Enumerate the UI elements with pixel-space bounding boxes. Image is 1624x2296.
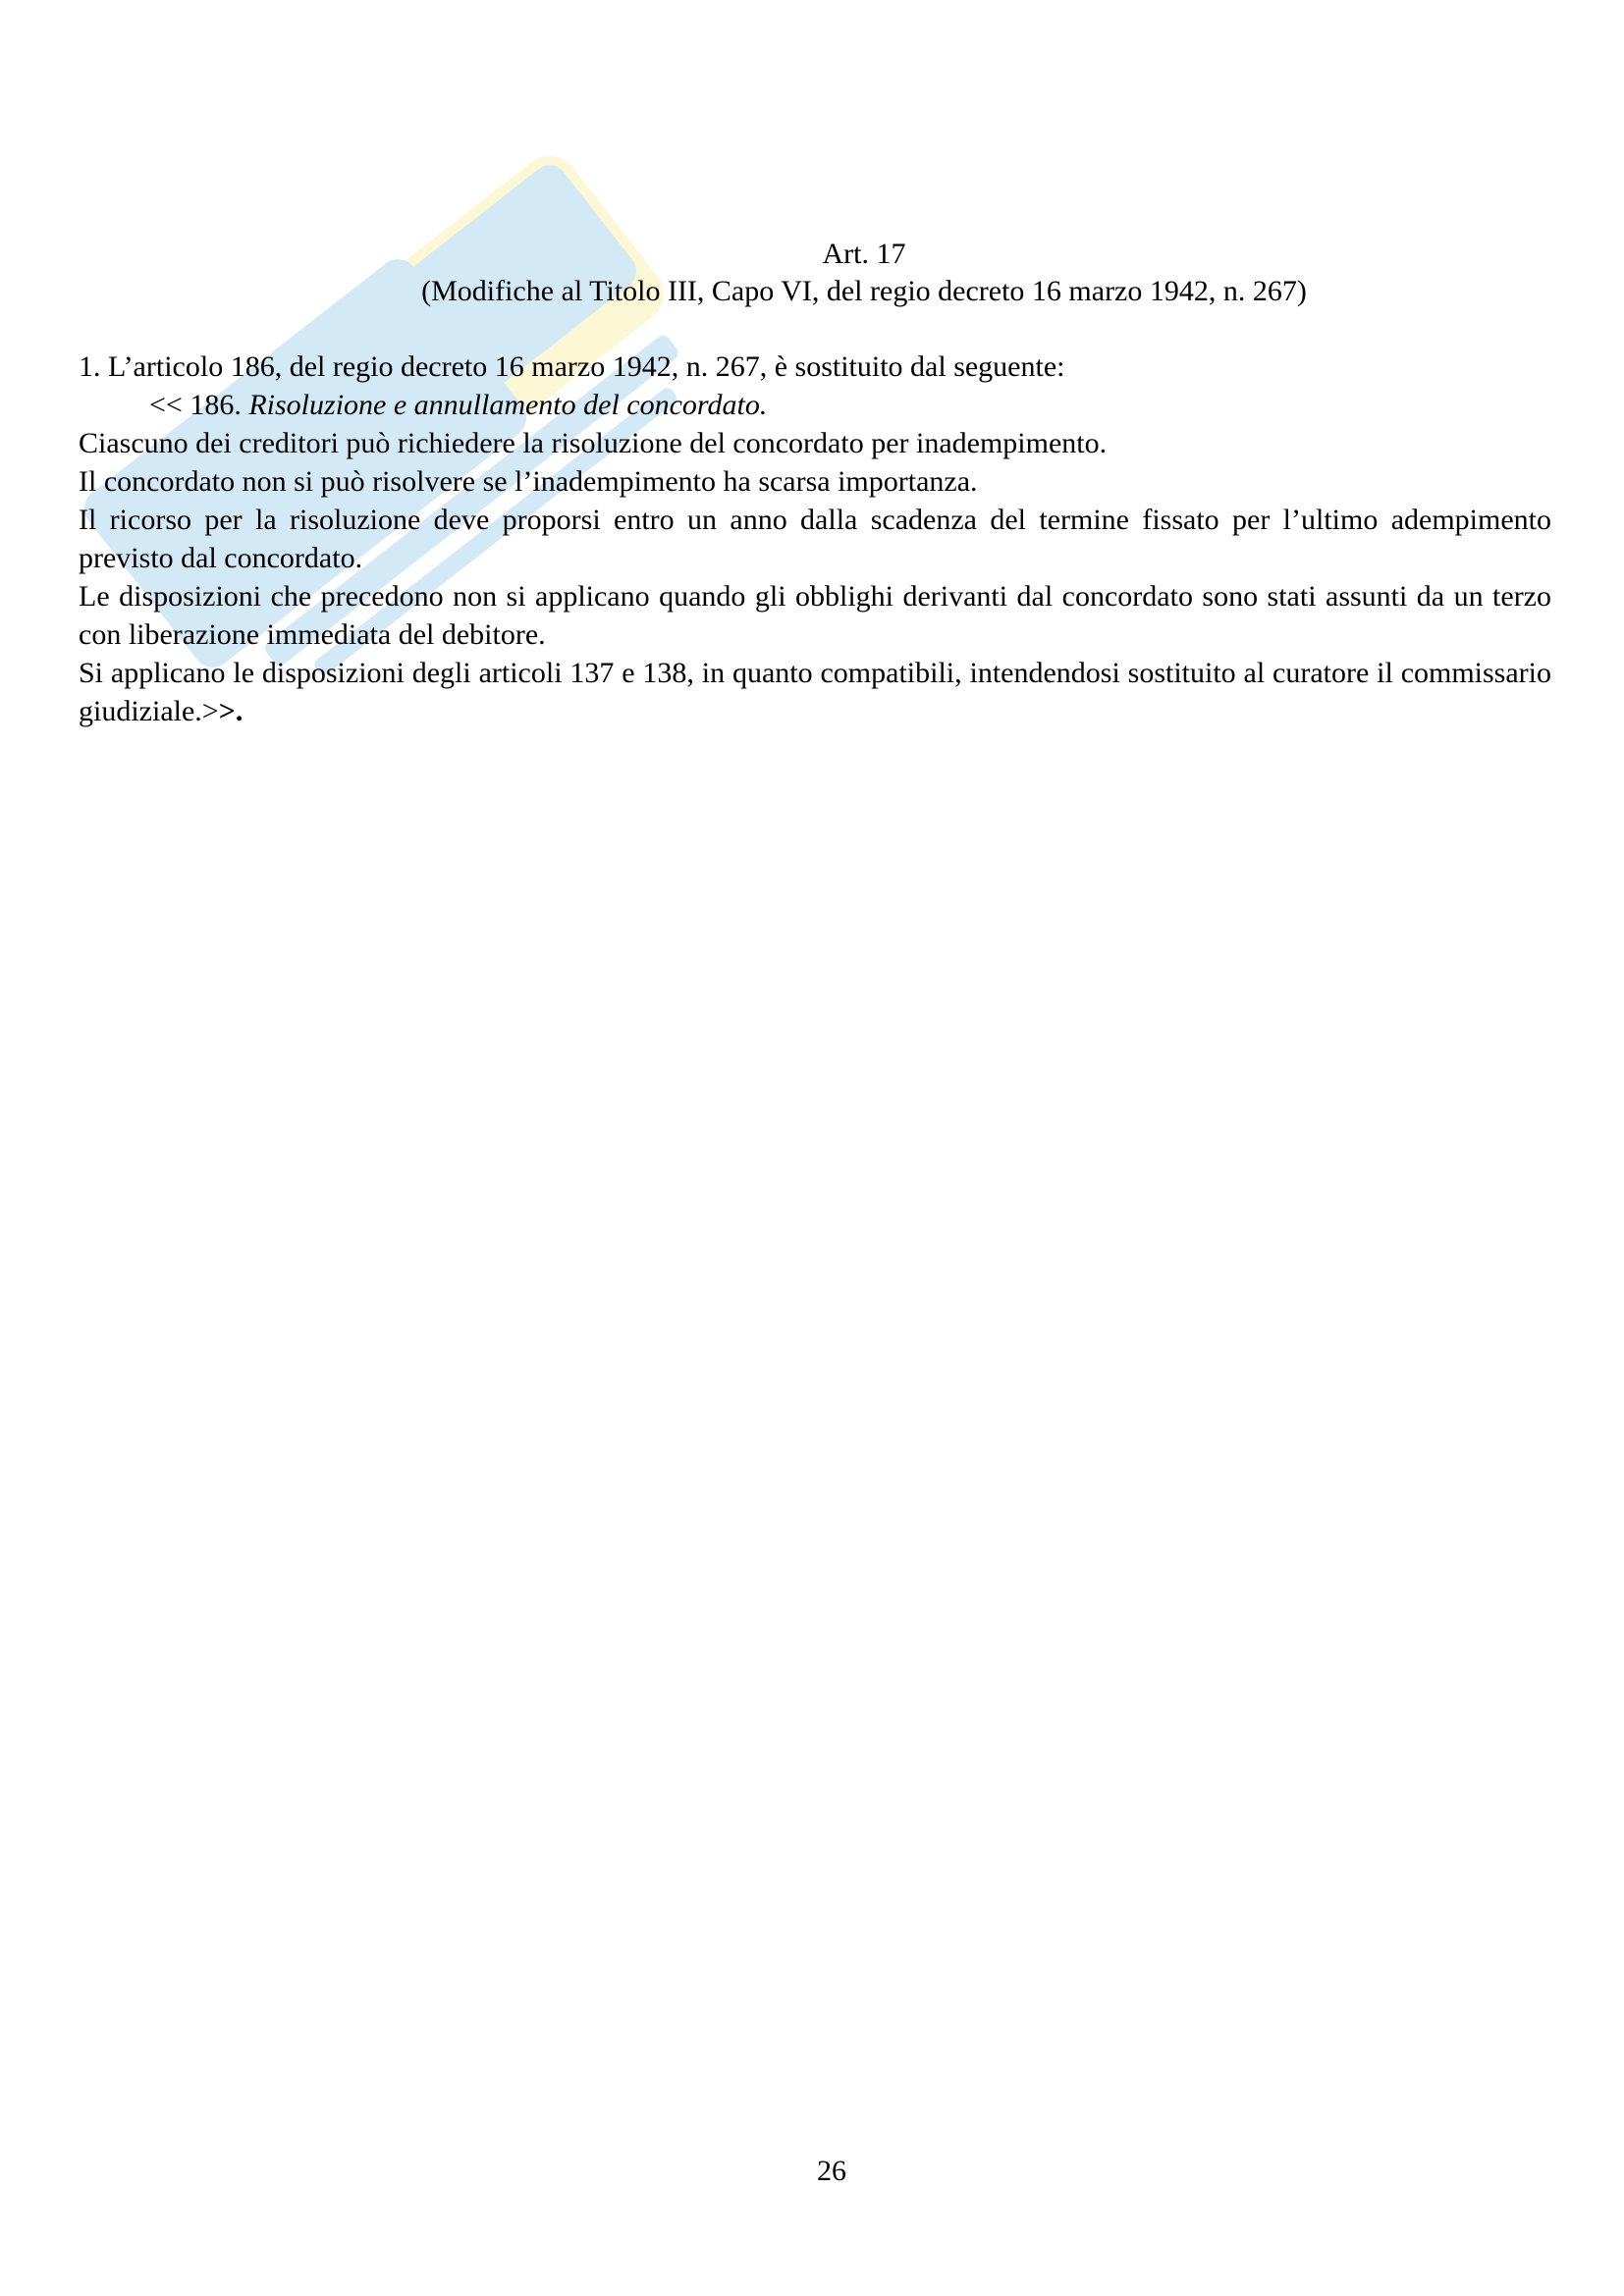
paragraph-5 — [79, 654, 1551, 730]
article-body — [79, 347, 1551, 730]
paragraph-3: Il ricorso per la risoluzione deve proporsi entro un anno dalla scadenza del termine fissato per l’ultimo adempimento previsto dal concordato. — [79, 504, 1551, 574]
intro-paragraph: 1. L’articolo 186, del regio decreto 16 marzo 1942, n. 267, è sostituito dal seguente: — [79, 350, 1065, 383]
paragraph-5-end: >. — [218, 695, 244, 727]
paragraph-5-main: Si applicano le disposizioni degli articoli 137 e 138, in quanto compatibili, intendendosi sostituito al curatore il commissario giudiziale.> — [79, 657, 1551, 727]
page-number: 26 — [817, 2155, 846, 2187]
quote-title: Risoluzione e annullamento del concordato. — [248, 389, 768, 421]
article-number: Art. 17 — [822, 238, 906, 270]
quote-prefix: << 186. — [149, 389, 249, 421]
paragraph-2: Il concordato non si può risolvere se l’inadempimento ha scarsa importanza. — [79, 465, 978, 498]
paragraph-4: Le disposizioni che precedono non si applicano quando gli obblighi derivanti dal concordato sono stati assunti da un terzo con liberazione immediata del debitore. — [79, 580, 1551, 651]
paragraph-1: Ciascuno dei creditori può richiedere la risoluzione del concordato per inadempimento. — [79, 427, 1108, 459]
quoted-heading — [79, 386, 1551, 424]
article-subtitle: (Modifiche al Titolo III, Capo VI, del regio decreto 16 marzo 1942, n. 267) — [421, 275, 1307, 307]
document-page — [79, 236, 1551, 730]
